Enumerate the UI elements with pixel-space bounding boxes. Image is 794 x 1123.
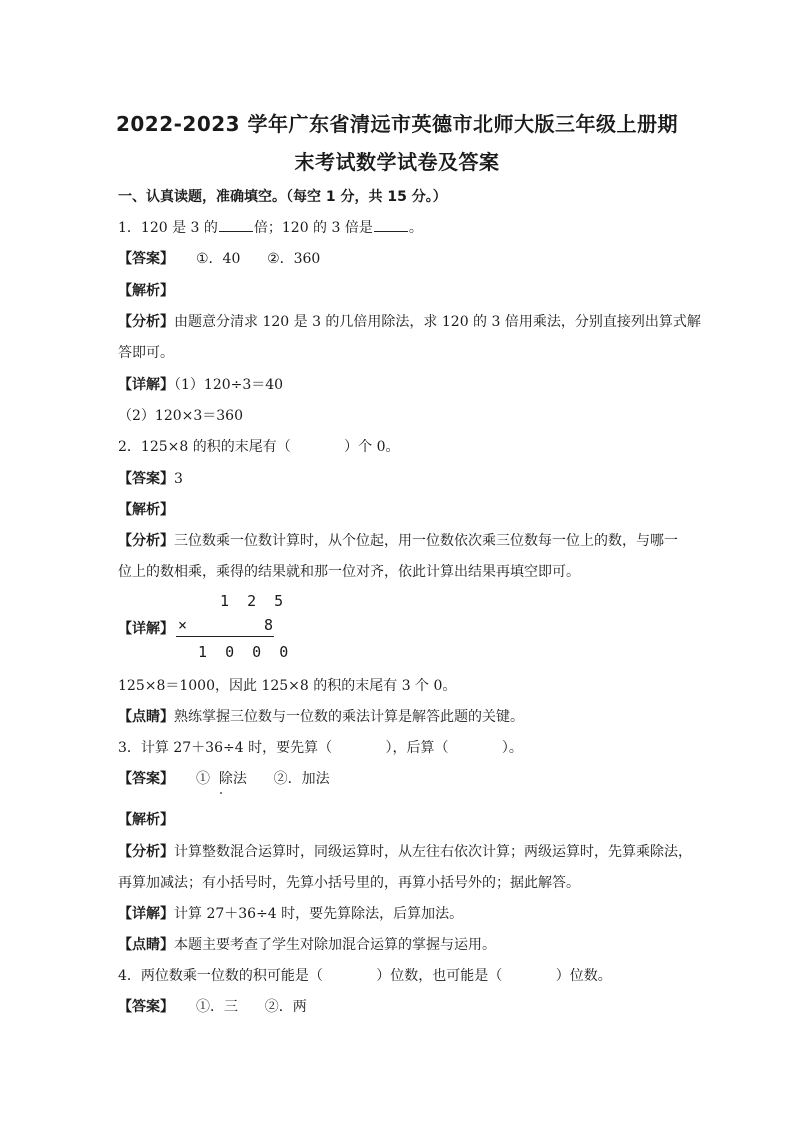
- detail-tag: 【详解】: [118, 377, 174, 393]
- detail-tag: 【详解】: [118, 906, 174, 922]
- q3-detail-text: 计算 27＋36÷4 时，要先算除法，后算加法。: [174, 906, 464, 922]
- q1-analysis-tag: 【解析】: [118, 283, 174, 299]
- fenxi-tag: 【分析】: [118, 844, 174, 860]
- vertical-multiplicand: 1 2 5: [220, 592, 284, 610]
- stray-dot: [220, 792, 222, 794]
- vertical-divider-line: [176, 636, 274, 637]
- question-4: 4．两位数乘一位数的积可能是（ ）位数，也可能是（ ）位数。: [118, 968, 612, 984]
- q1-answer: [118, 250, 320, 268]
- q1-answer-text: ①．40 ②．360: [196, 251, 321, 267]
- vertical-times-sign: ×: [178, 616, 188, 634]
- q3-fenxi-line-1: [118, 843, 692, 861]
- vertical-multiplier: 8: [264, 616, 274, 634]
- q2-fenxi-text-1: 三位数乘一位数计算时，从个位起，用一位数依次乘三位数每一位上的数，与哪一: [174, 533, 678, 549]
- q3-analysis-tag: 【解析】: [118, 812, 174, 828]
- answer-tag: 【答案】: [118, 771, 174, 787]
- comment-tag: 【点睛】: [118, 709, 174, 725]
- q1-fenxi-line-2: 答即可。: [118, 345, 174, 361]
- q3-answer: [118, 770, 330, 788]
- q1-detail-line-2: （2）120×3＝360: [118, 408, 243, 424]
- q2-analysis-tag: 【解析】: [118, 502, 174, 518]
- fenxi-tag: 【分析】: [118, 314, 174, 330]
- detail-tag: 【详解】: [118, 621, 174, 637]
- fenxi-tag: 【分析】: [118, 533, 174, 549]
- question-3: 3．计算 27＋36÷4 时，要先算（ ），后算（ ）。: [118, 740, 523, 756]
- document-title-line-1: 2022-2023 学年广东省清远市英德市北师大版三年级上册期: [115, 112, 679, 136]
- q2-answer-text: 3: [174, 471, 183, 487]
- q3-comment: [118, 936, 496, 954]
- comment-tag: 【点睛】: [118, 937, 174, 953]
- q3-detail: [118, 905, 463, 923]
- q3-comment-text: 本题主要考查了学生对除加混合运算的掌握与运用。: [174, 937, 496, 953]
- answer-tag: 【答案】: [118, 251, 174, 267]
- q4-answer: [118, 998, 307, 1016]
- question-1: [118, 219, 423, 237]
- q2-detail-tag: [118, 620, 174, 638]
- q1-text-3: 。: [408, 220, 423, 236]
- q2-comment-text: 熟练掌握三位数与一位数的乘法计算是解答此题的关键。: [174, 709, 524, 725]
- answer-tag: 【答案】: [118, 999, 174, 1015]
- q2-fenxi-line-1: [118, 532, 678, 550]
- q1-fenxi-line-1: [118, 313, 701, 331]
- section-heading: 一、认真读题，准确填空。（每空 1 分，共 15 分。）: [118, 189, 447, 205]
- q3-answer-text: ① 除法 ②．加法: [196, 771, 330, 787]
- q2-conclusion: 125×8＝1000，因此 125×8 的积的末尾有 3 个 0。: [118, 678, 457, 694]
- q3-fenxi-text-1: 计算整数混合运算时，同级运算时，从左往右依次计算；两级运算时，先算乘除法，: [174, 844, 692, 860]
- document-title-line-2: 末考试数学试卷及答案: [294, 150, 500, 174]
- q1-blank-2: [374, 219, 408, 232]
- q4-answer-text: ①．三 ②．两: [196, 999, 307, 1015]
- q1-fenxi-text-1: 由题意分清求 120 是 3 的几倍用除法，求 120 的 3 倍用乘法，分别直接列出算式解: [174, 314, 701, 330]
- q2-fenxi-line-2: 位上的数相乘，乘得的结果就和那一位对齐，依此计算出结果再填空即可。: [118, 564, 580, 580]
- q3-fenxi-line-2: 再算加减法；有小括号时，先算小括号里的，再算小括号外的；据此解答。: [118, 875, 580, 891]
- q2-answer: [118, 470, 183, 488]
- q1-blank-1: [219, 219, 253, 232]
- q2-comment: [118, 708, 524, 726]
- question-2: 2．125×8 的积的末尾有（ ）个 0。: [118, 439, 400, 455]
- q1-text-2: 倍；120 的 3 倍是: [253, 220, 373, 236]
- answer-tag: 【答案】: [118, 471, 174, 487]
- q1-detail-text-1: （1）120÷3＝40: [174, 377, 284, 393]
- vertical-product: 1 0 0 0: [198, 643, 289, 661]
- q1-detail-line-1: [118, 376, 283, 394]
- q1-text-1: 1．120 是 3 的: [118, 220, 218, 236]
